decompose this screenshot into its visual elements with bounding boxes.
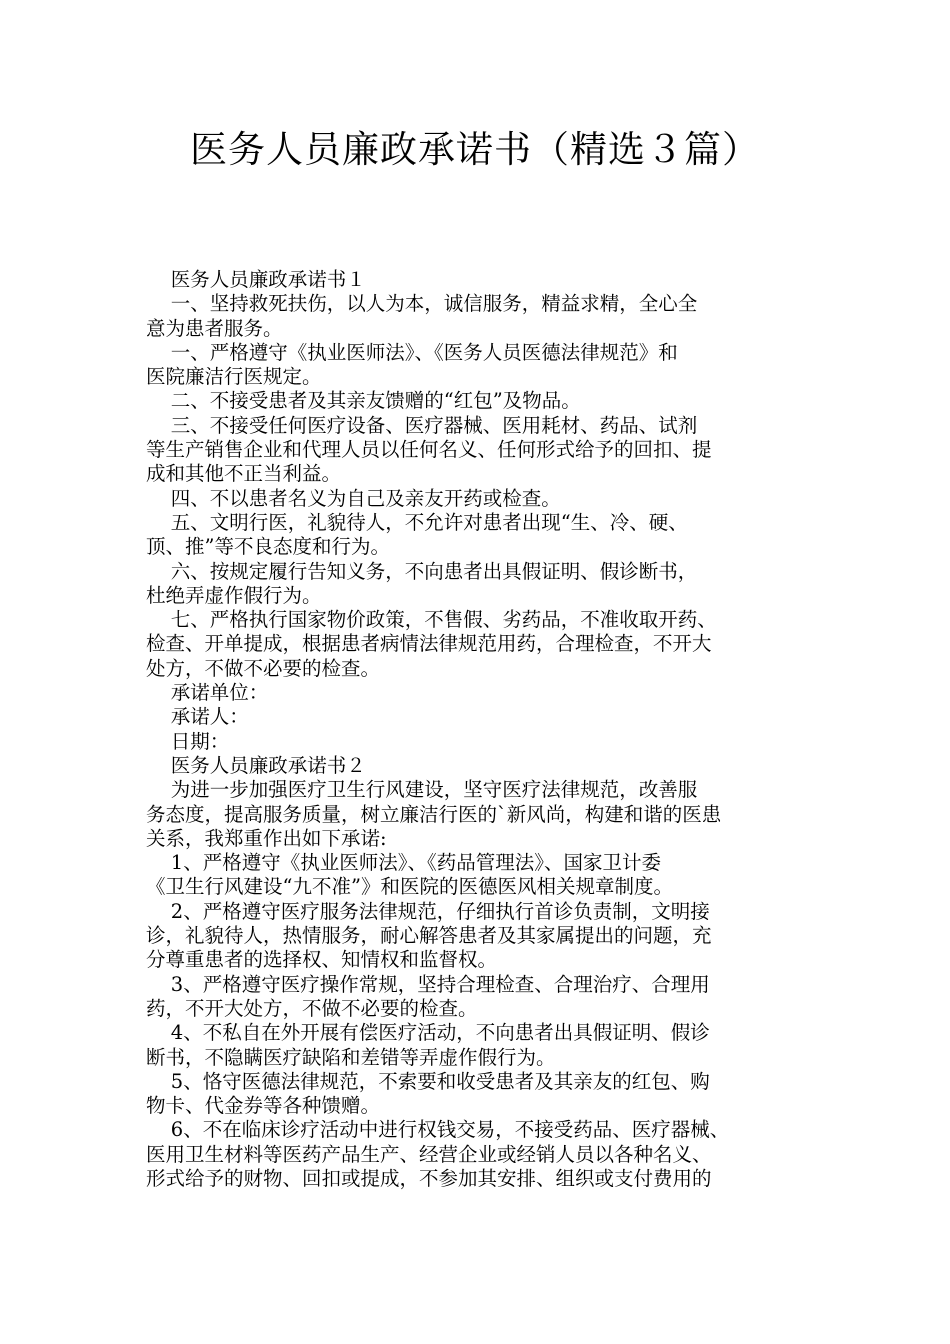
- text-line: 分尊重患者的选择权、知情权和监督权。: [146, 948, 498, 972]
- text-line: 药，不开大处方，不做不必要的检查。: [146, 996, 478, 1020]
- text-line: 七、严格执行国家物价政策，不售假、劣药品，不准收取开药、: [146, 608, 717, 632]
- text-line: 五、文明行医，礼貌待人，不允许对患者出现“生、冷、硬、: [146, 510, 688, 534]
- text-line: 2、严格遵守医疗服务法律规范，仔细执行首诊负责制，文明接: [146, 899, 710, 923]
- text-line: 等生产销售企业和代理人员以任何名义、任何形式给予的回扣、提: [146, 438, 712, 462]
- text-line: 5、恪守医德法律规范，不索要和收受患者及其亲友的红包、购: [146, 1069, 710, 1093]
- text-line: 1、严格遵守《执业医师法》、《药品管理法》、国家卫计委: [146, 851, 661, 875]
- text-line: 为进一步加强医疗卫生行风建设，坚守医疗法律规范，改善服: [146, 778, 698, 802]
- text-line: 关系，我郑重作出如下承诺:: [146, 826, 387, 850]
- text-line: 意为患者服务。: [146, 316, 283, 340]
- text-line: 一、坚持救死扶伤，以人为本，诚信服务，精益求精，全心全: [146, 292, 698, 316]
- text-line: 《卫生行风建设“九不准”》和医院的医德医风相关规章制度。: [146, 875, 673, 899]
- text-line: 诊，礼貌待人，热情服务，耐心解答患者及其家属提出的问题，充: [146, 924, 712, 948]
- document-title: 医务人员廉政承诺书（精选３篇）: [190, 128, 760, 171]
- text-line: 四、不以患者名义为自己及亲友开药或检查。: [146, 486, 561, 510]
- text-line: 医用卫生材料等医药产品生产、经营企业或经销人员以各种名义、: [146, 1142, 712, 1166]
- text-line: 二、不接受患者及其亲友馈赠的“红包”及物品。: [146, 389, 581, 413]
- text-line: 医务人员廉政承诺书２: [146, 753, 366, 777]
- text-line: 医院廉洁行医规定。: [146, 365, 322, 389]
- text-line: 日期：: [146, 729, 230, 753]
- text-line: 一、严格遵守《执业医师法》、《医务人员医德法律规范》和: [146, 340, 678, 364]
- text-line: 检查、开单提成，根据患者病情法律规范用药，合理检查，不开大: [146, 632, 712, 656]
- text-line: 务态度，提高服务质量，树立廉洁行医的`新风尚，构建和谐的医患: [146, 802, 722, 826]
- text-line: 断书，不隐瞒医疗缺陷和差错等弄虚作假行为。: [146, 1045, 556, 1069]
- text-line: 3、严格遵守医疗操作常规，坚持合理检查、合理治疗、合理用: [146, 972, 710, 996]
- text-line: 顶、推”等不良态度和行为。: [146, 535, 390, 559]
- text-line: 4、不私自在外开展有偿医疗活动，不向患者出具假证明、假诊: [146, 1021, 710, 1045]
- text-line: 形式给予的财物、回扣或提成，不参加其安排、组织或支付费用的: [146, 1166, 712, 1190]
- text-line: 三、不接受任何医疗设备、医疗器械、医用耗材、药品、试剂: [146, 413, 698, 437]
- text-line: 处方，不做不必要的检查。: [146, 656, 381, 680]
- text-line: 承诺单位：: [146, 681, 269, 705]
- text-line: 六、按规定履行告知义务，不向患者出具假证明、假诊断书，: [146, 559, 698, 583]
- text-line: 成和其他不正当利益。: [146, 462, 342, 486]
- text-line: 承诺人：: [146, 705, 249, 729]
- text-line: 6、不在临床诊疗活动中进行权钱交易，不接受药品、医疗器械、: [146, 1118, 730, 1142]
- text-line: 物卡、代金券等各种馈赠。: [146, 1094, 381, 1118]
- text-line: 杜绝弄虚作假行为。: [146, 583, 322, 607]
- text-line: 医务人员廉政承诺书１: [146, 268, 366, 291]
- document-body: [146, 268, 814, 1191]
